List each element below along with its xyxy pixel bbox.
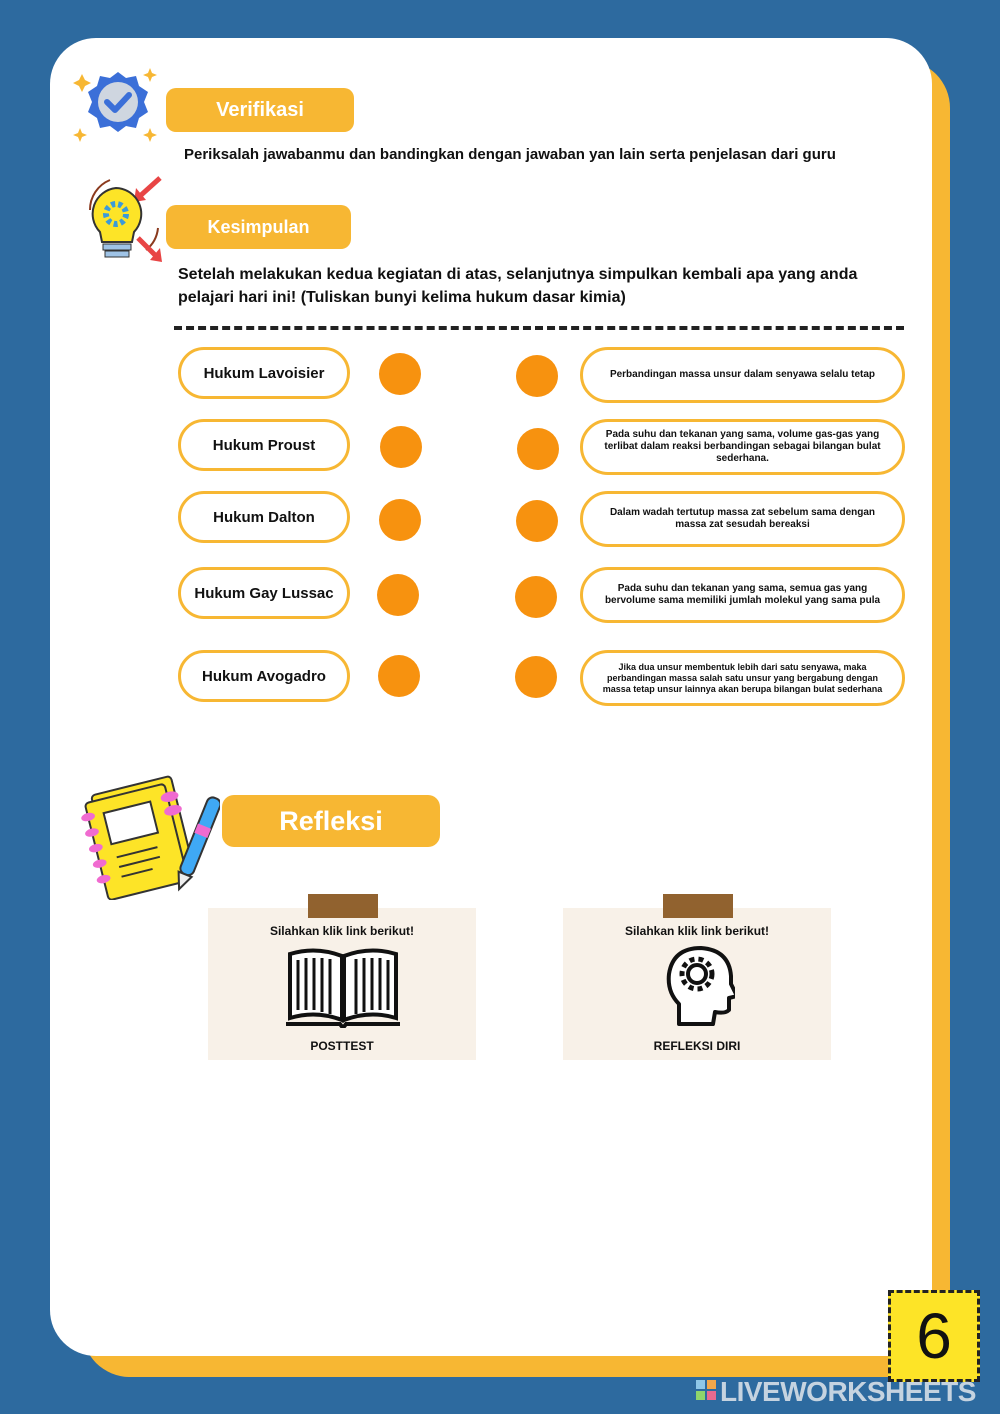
definition-2[interactable]: Pada suhu dan tekanan yang sama, volume gas-gas yang terlibat dalam reaksi berbandingan sebagai bilangan bulat sederhana. [580, 419, 905, 475]
match-dot-right[interactable] [517, 428, 559, 470]
refleksi-heading: Refleksi [222, 795, 440, 847]
match-dot-right[interactable] [516, 500, 558, 542]
verifikasi-text: Periksalah jawabanmu dan bandingkan dengan jawaban yan lain serta penjelasan dari guru [184, 146, 836, 163]
liveworksheets-logo-icon [696, 1380, 716, 1400]
definition-3[interactable]: Dalam wadah tertutup massa zat sebelum sama dengan massa zat sesudah bereaksi [580, 491, 905, 547]
verifikasi-heading: Verifikasi [166, 88, 354, 132]
page-number: 6 [888, 1290, 980, 1382]
law-gay-lussac[interactable]: Hukum Gay Lussac [178, 567, 350, 619]
tape-decoration [663, 894, 733, 918]
tape-decoration [308, 894, 378, 918]
posttest-prompt: Silahkan klik link berikut! [269, 924, 415, 938]
posttest-label: POSTTEST [310, 1039, 374, 1053]
match-dot-left[interactable] [379, 353, 421, 395]
law-dalton[interactable]: Hukum Dalton [178, 491, 350, 543]
definition-4[interactable]: Pada suhu dan tekanan yang sama, semua gas yang bervolume sama memiliki jumlah molekul yang sama pula [580, 567, 905, 623]
head-gear-icon [665, 944, 735, 1028]
law-lavoisier[interactable]: Hukum Lavoisier [178, 347, 350, 399]
match-dot-right[interactable] [516, 355, 558, 397]
match-dot-left[interactable] [377, 574, 419, 616]
match-dot-left[interactable] [380, 426, 422, 468]
refleksi-diri-label: REFLEKSI DIRI [653, 1039, 741, 1053]
law-avogadro[interactable]: Hukum Avogadro [178, 650, 350, 702]
kesimpulan-text: Setelah melakukan kedua kegiatan di atas, selanjutnya simpulkan kembali apa yang anda pelajari hari ini! (Tuliskan bunyi kelima hukum dasar kimia) [178, 266, 858, 306]
match-dot-left[interactable] [379, 499, 421, 541]
lightbulb-gear-icon [76, 170, 168, 266]
refleksi-diri-card[interactable] [563, 908, 831, 1060]
kesimpulan-heading: Kesimpulan [166, 205, 351, 249]
definition-5[interactable]: Jika dua unsur membentuk lebih dari satu senyawa, maka perbandingan massa salah satu unsur yang bergabung dengan massa tetap unsur lainnya akan berupa bilangan bulat sederhana [580, 650, 905, 706]
posttest-card[interactable] [208, 908, 476, 1060]
match-dot-right[interactable] [515, 656, 557, 698]
book-icon [284, 944, 402, 1028]
definition-1[interactable]: Perbandingan massa unsur dalam senyawa selalu tetap [580, 347, 905, 403]
law-proust[interactable]: Hukum Proust [178, 419, 350, 471]
notebook-pen-icon [80, 765, 220, 900]
match-dot-right[interactable] [515, 576, 557, 618]
verified-badge-icon [72, 64, 164, 150]
match-dot-left[interactable] [378, 655, 420, 697]
divider [174, 326, 904, 330]
refleksi-diri-prompt: Silahkan klik link berikut! [624, 924, 770, 938]
watermark: LIVEWORKSHEETS [720, 1376, 976, 1407]
